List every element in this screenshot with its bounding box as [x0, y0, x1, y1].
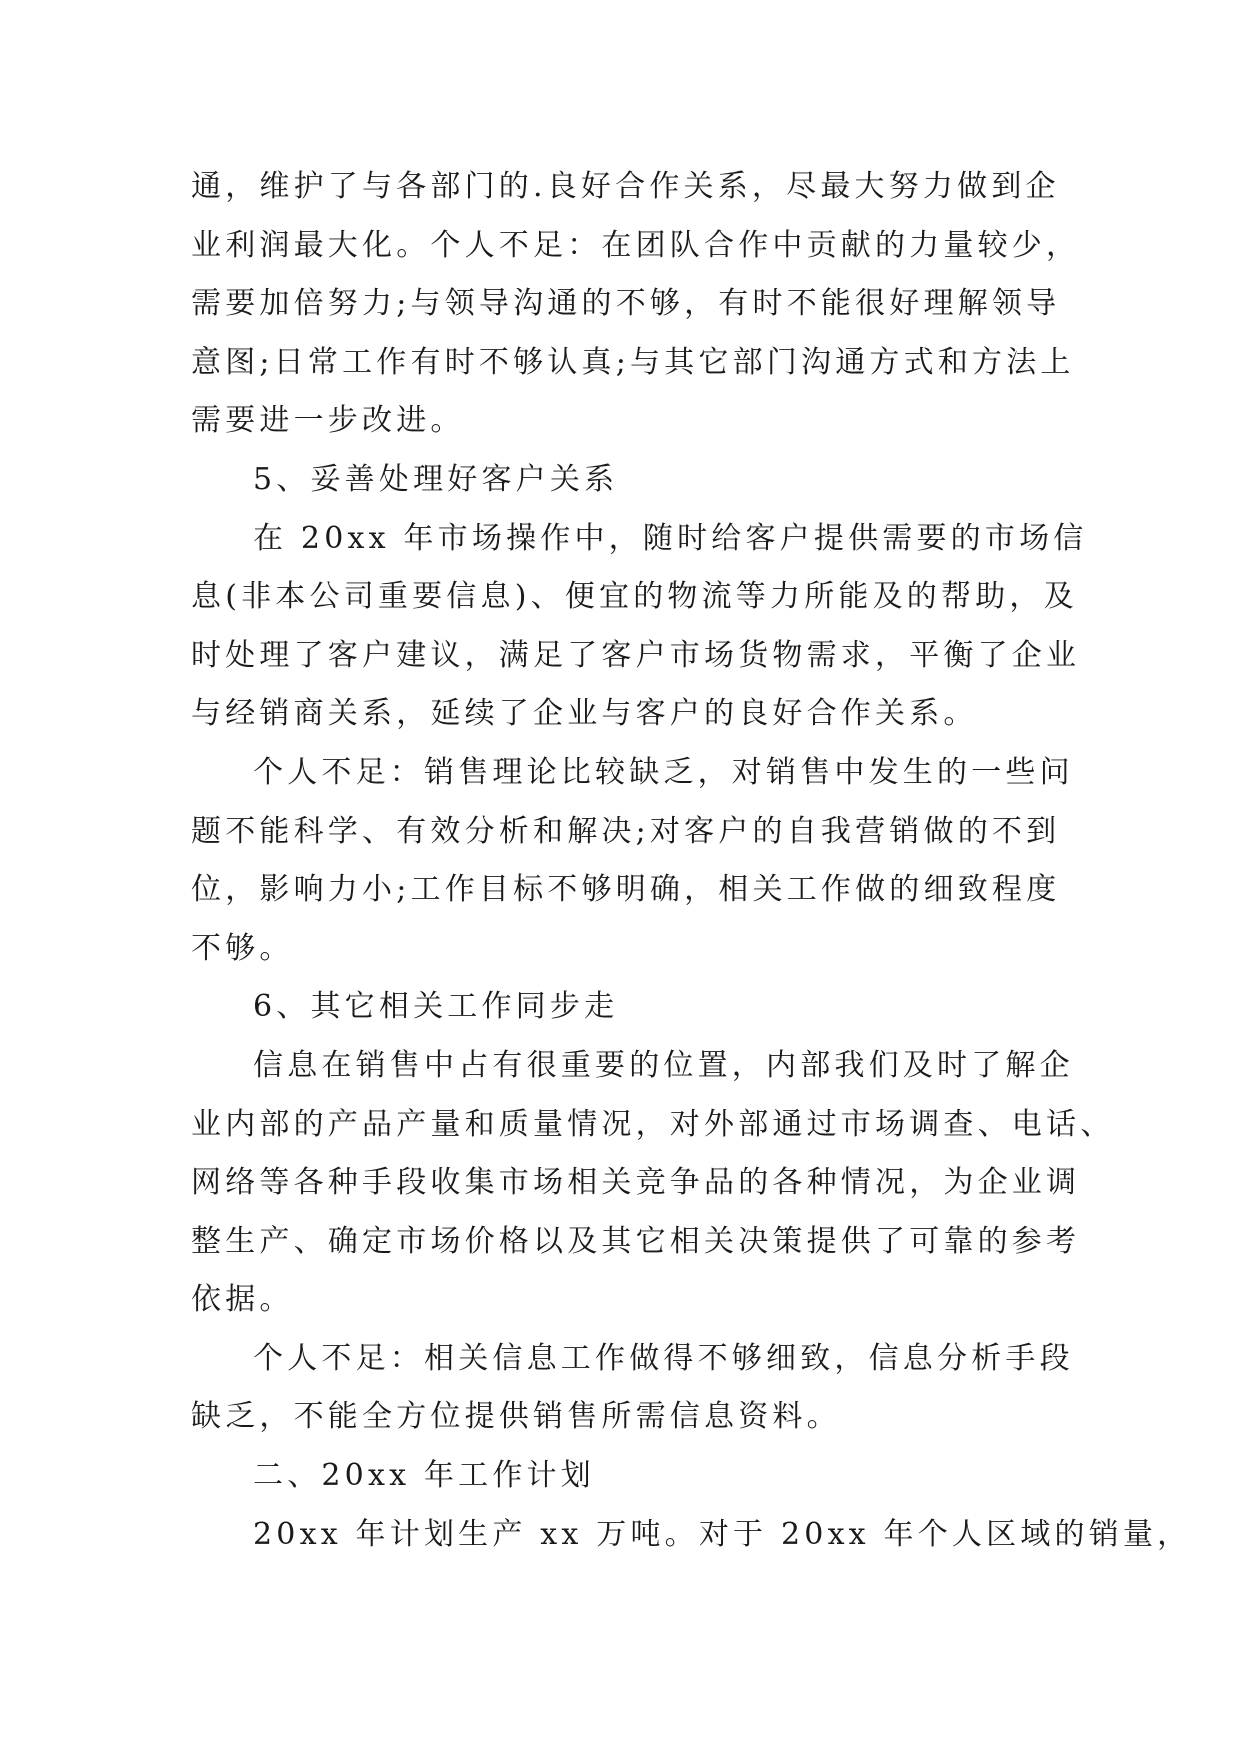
text-line: 网络等各种手段收集市场相关竞争品的各种情况，为企业调 — [191, 1165, 1081, 1201]
text-line: 缺乏，不能全方位提供销售所需信息资料。 — [191, 1399, 841, 1435]
text-line: 个人不足：相关信息工作做得不够细致，信息分析手段 — [253, 1340, 1074, 1376]
text-line: 需要加倍努力;与领导沟通的不够，有时不能很好理解领导 — [191, 286, 1061, 322]
text-line: 业利润最大化。个人不足：在团队合作中贡献的力量较少， — [191, 227, 1081, 263]
text-line: 20xx 年计划生产 xx 万吨。对于 20xx 年个人区域的销量， — [253, 1516, 1192, 1552]
text-line: 信息在销售中占有很重要的位置，内部我们及时了解企 — [253, 1047, 1074, 1083]
text-line: 息(非本公司重要信息)、便宜的物流等力所能及的帮助，及 — [191, 579, 1078, 615]
text-line: 与经销商关系，延续了企业与客户的良好合作关系。 — [191, 696, 978, 732]
text-line: 业内部的产品产量和质量情况，对外部通过市场调查、电话、 — [191, 1106, 1115, 1142]
text-line: 需要进一步改进。 — [191, 403, 465, 439]
text-line: 位，影响力小;工作目标不够明确，相关工作做的细致程度 — [191, 872, 1061, 908]
text-line: 整生产、确定市场价格以及其它相关决策提供了可靠的参考 — [191, 1223, 1081, 1259]
text-line: 不够。 — [191, 930, 294, 966]
text-line: 6、其它相关工作同步走 — [253, 989, 619, 1025]
text-line: 个人不足：销售理论比较缺乏，对销售中发生的一些问 — [253, 754, 1074, 790]
text-line: 通，维护了与各部门的.良好合作关系，尽最大努力做到企 — [191, 169, 1060, 204]
text-line: 二、20xx 年工作计划 — [253, 1458, 595, 1494]
document-body — [191, 158, 1192, 1564]
text-line: 题不能科学、有效分析和解决;对客户的自我营销做的不到 — [191, 813, 1061, 849]
text-line: 5、妥善处理好客户关系 — [253, 461, 619, 497]
text-line: 意图;日常工作有时不够认真;与其它部门沟通方式和方法上 — [191, 344, 1075, 380]
text-line: 时处理了客户建议，满足了客户市场货物需求，平衡了企业 — [191, 637, 1081, 673]
text-line: 依据。 — [191, 1282, 294, 1318]
text-line: 在 20xx 年市场操作中，随时给客户提供需要的市场信 — [253, 520, 1088, 556]
